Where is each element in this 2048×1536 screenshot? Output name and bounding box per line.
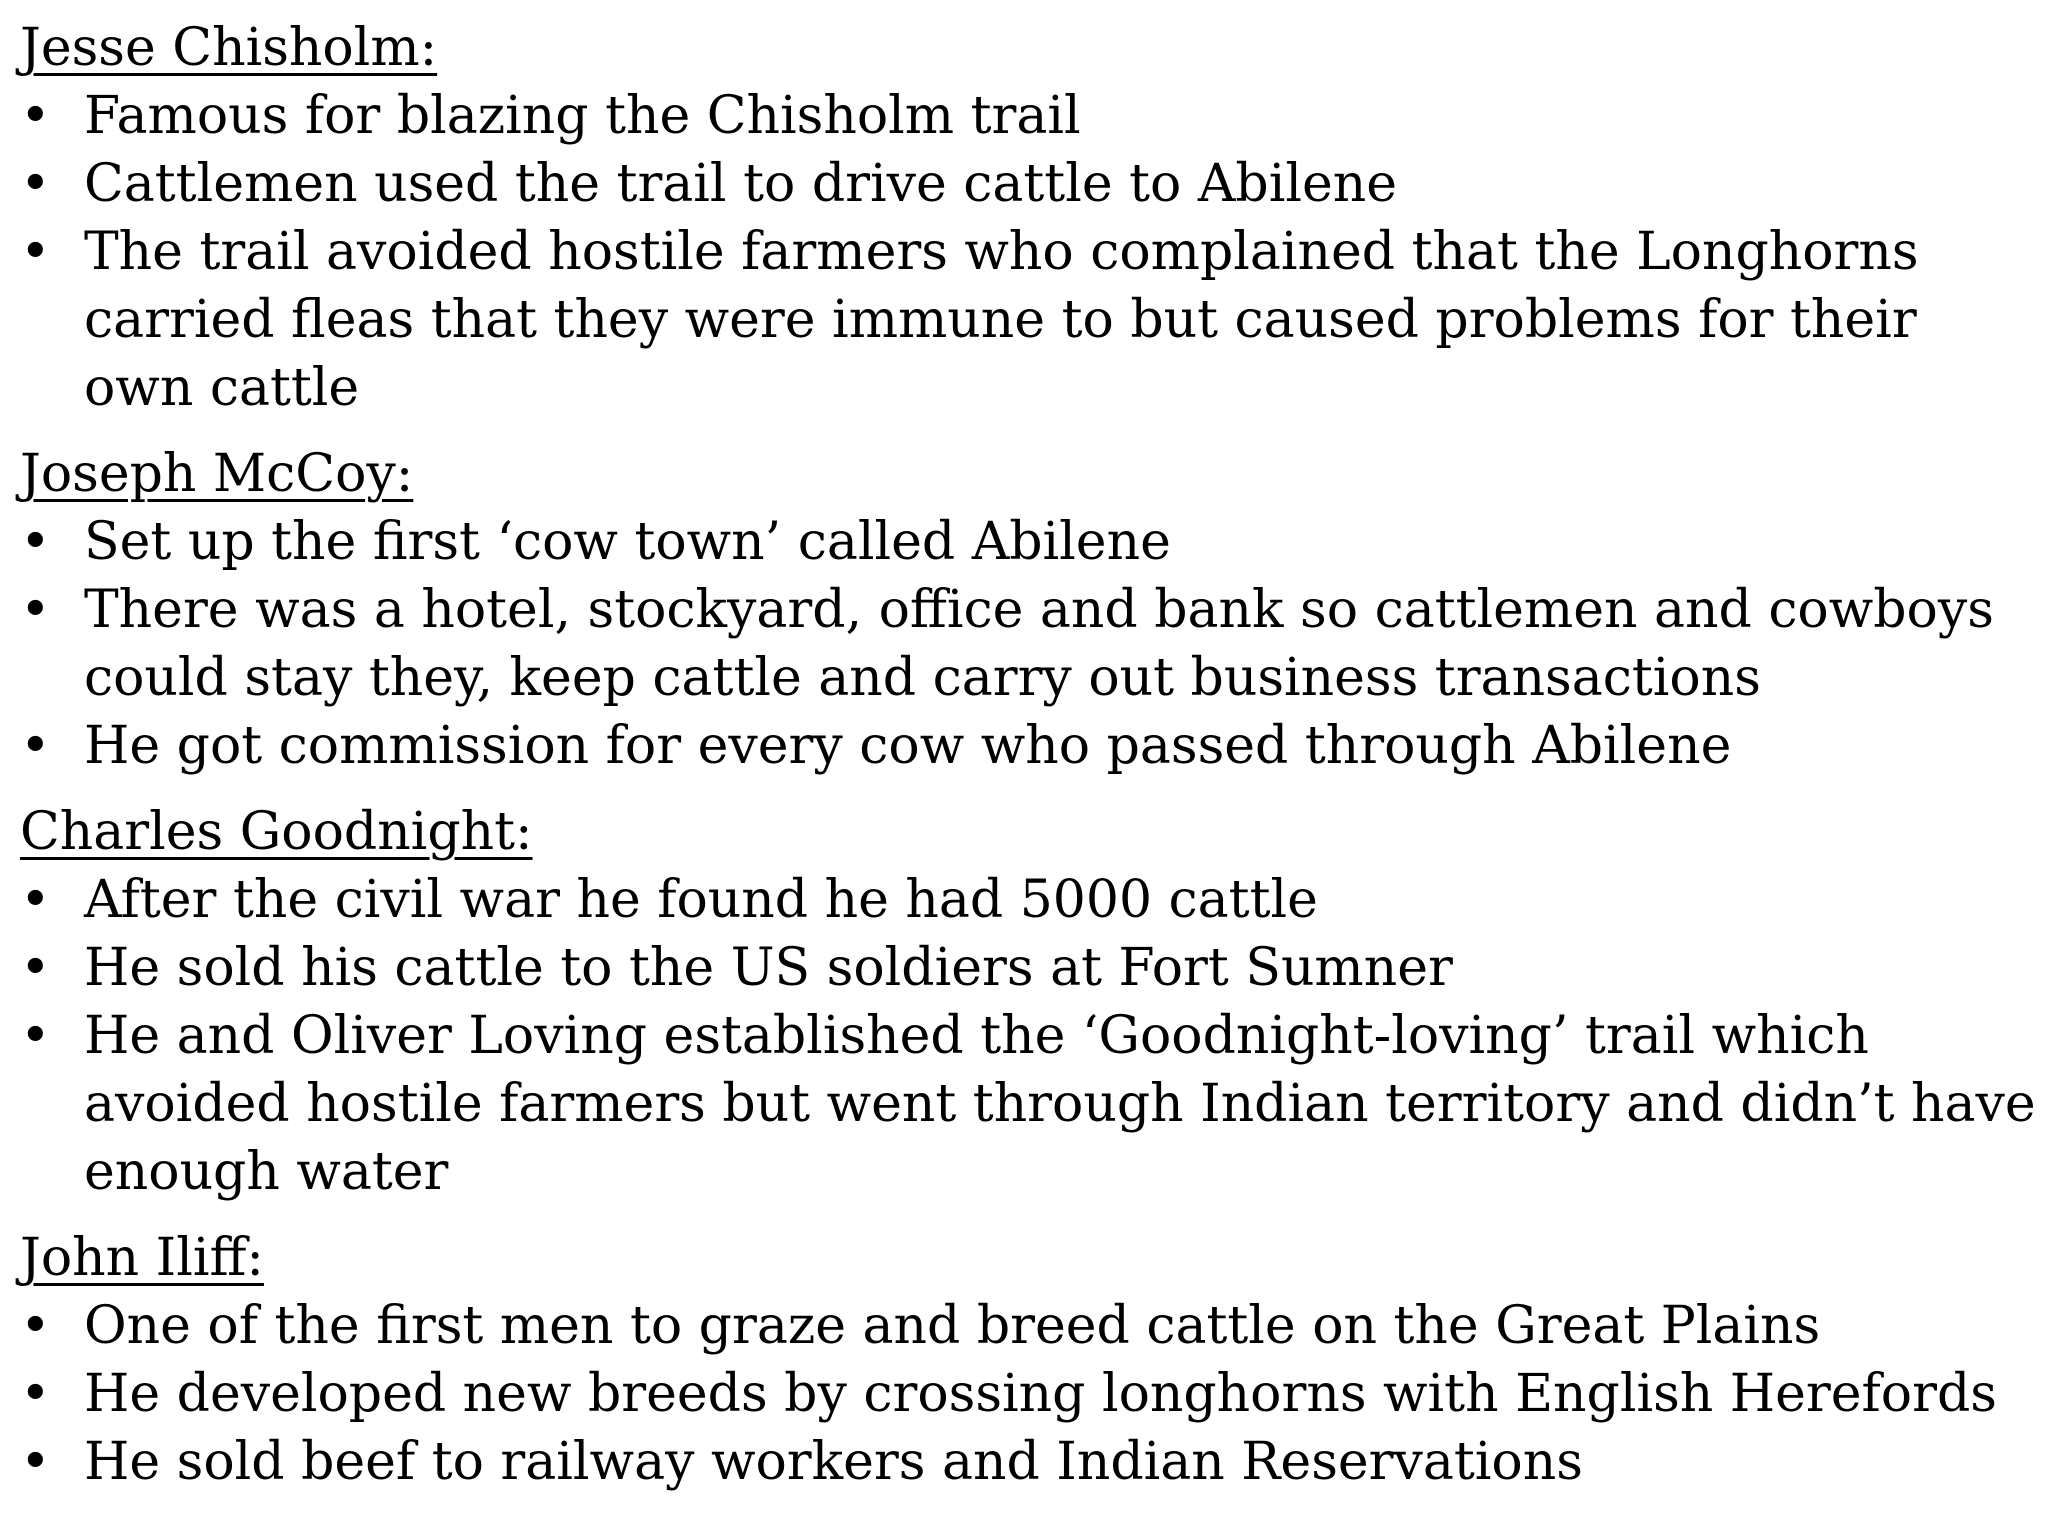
bullet-icon: • [20,222,51,282]
list-item [20,934,2040,1002]
list-item [20,576,2040,712]
document-page [20,14,2040,1496]
bullet-icon: • [20,938,51,998]
list-item-text: The trail avoided hostile farmers who complained that the Longhorns carried fleas that they were immune to but caused problems for their own cattle [84,222,1919,418]
list-item-text: There was a hotel, stockyard, office and bank so cattlemen and cowboys could stay they, keep cattle and carry out business transactions [84,580,1994,708]
bullet-icon: • [20,154,51,214]
list-item-text: He and Oliver Loving established the ‘Goodnight-loving’ trail which avoided hostile farmers but went through Indian territory and didn’t have enough water [84,1006,2036,1202]
section-heading: Jesse Chisholm: [20,18,438,78]
bullet-icon: • [20,512,51,572]
list-item [20,1292,2040,1360]
section-heading: Joseph McCoy: [20,444,414,504]
bullet-list [20,1292,2040,1496]
list-item-text: Cattlemen used the trail to drive cattle to Abilene [84,154,1397,214]
list-item [20,218,2040,422]
section-joseph-mccoy [20,440,2040,780]
bullet-icon: • [20,86,51,146]
bullet-icon: • [20,870,51,930]
bullet-list [20,82,2040,422]
list-item [20,508,2040,576]
bullet-icon: • [20,1364,51,1424]
list-item-text: Set up the first ‘cow town’ called Abilene [84,512,1171,572]
list-item-text: After the civil war he found he had 5000 cattle [84,870,1318,930]
list-item [20,1428,2040,1496]
list-item [20,866,2040,934]
list-item-text: He sold his cattle to the US soldiers at Fort Sumner [84,938,1453,998]
section-jesse-chisholm [20,14,2040,422]
bullet-icon: • [20,1432,51,1492]
list-item [20,1360,2040,1428]
list-item-text: One of the first men to graze and breed cattle on the Great Plains [84,1296,1821,1356]
list-item [20,150,2040,218]
bullet-icon: • [20,716,51,776]
list-item [20,712,2040,780]
bullet-icon: • [20,580,51,640]
section-john-iliff [20,1224,2040,1496]
list-item [20,1002,2040,1206]
list-item-text: He got commission for every cow who passed through Abilene [84,716,1732,776]
bullet-list [20,866,2040,1206]
section-charles-goodnight [20,798,2040,1206]
section-heading: Charles Goodnight: [20,802,533,862]
list-item-text: He sold beef to railway workers and Indian Reservations [84,1432,1583,1492]
list-item [20,82,2040,150]
bullet-list [20,508,2040,780]
list-item-text: He developed new breeds by crossing longhorns with English Herefords [84,1364,1997,1424]
bullet-icon: • [20,1296,51,1356]
bullet-icon: • [20,1006,51,1066]
section-heading: John Iliff: [20,1228,264,1288]
list-item-text: Famous for blazing the Chisholm trail [84,86,1081,146]
